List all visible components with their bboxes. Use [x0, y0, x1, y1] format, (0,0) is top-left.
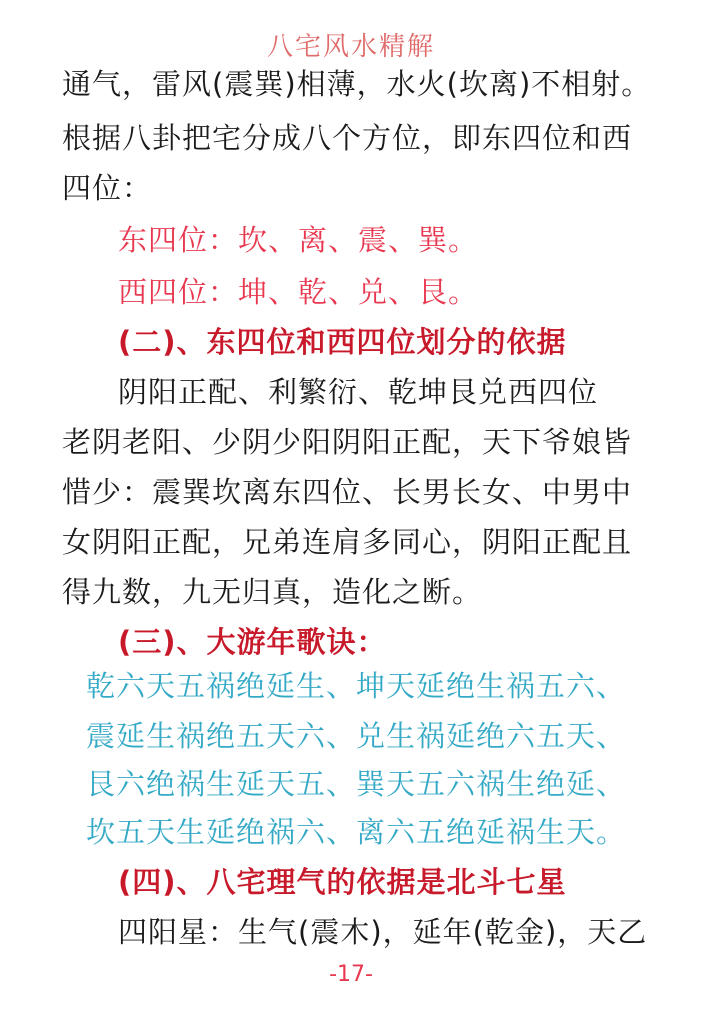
body-line: 根据八卦把宅分成八个方位，即东四位和西 — [62, 121, 633, 155]
verse-line: 乾六天五祸绝延生、坤天延绝生祸五六、 — [86, 669, 627, 703]
west-four-positions: 西四位：坤、乾、兑、艮。 — [118, 275, 479, 309]
section-heading-4: (四)、八宅理气的依据是北斗七星 — [118, 865, 567, 899]
page-header-title: 八宅风水精解 — [266, 32, 435, 62]
body-line: 惜少：震巽坎离东四位、长男长女、中男中 — [62, 475, 633, 509]
body-line: 四阳星：生气(震木)，延年(乾金)，天乙 — [118, 915, 648, 949]
section-heading-3: (三)、大游年歌诀： — [118, 625, 387, 659]
verse-line: 震延生祸绝五天六、兑生祸延绝六五天、 — [86, 719, 627, 753]
verse-line: 坎五天生延绝祸六、离六五绝延祸生天。 — [86, 815, 627, 849]
body-line: 阴阳正配、利繁衍、乾坤艮兑西四位 — [118, 375, 599, 409]
body-line: 通气，雷风(震巽)相薄，水火(坎离)不相射。 — [62, 67, 652, 101]
body-line: 得九数，九无归真，造化之断。 — [62, 575, 483, 609]
body-line: 女阴阳正配，兄弟连肩多同心，阴阳正配且 — [62, 525, 633, 559]
page-number: -17- — [329, 962, 373, 987]
section-heading-2: (二)、东四位和西四位划分的依据 — [118, 325, 567, 359]
body-line: 四位： — [62, 171, 153, 205]
east-four-positions: 东四位：坎、离、震、巽。 — [118, 223, 479, 257]
verse-line: 艮六绝祸生延天五、巽天五六祸生绝延、 — [86, 767, 627, 801]
body-line: 老阴老阳、少阴少阳阴阳正配，天下爷娘皆 — [62, 425, 633, 459]
